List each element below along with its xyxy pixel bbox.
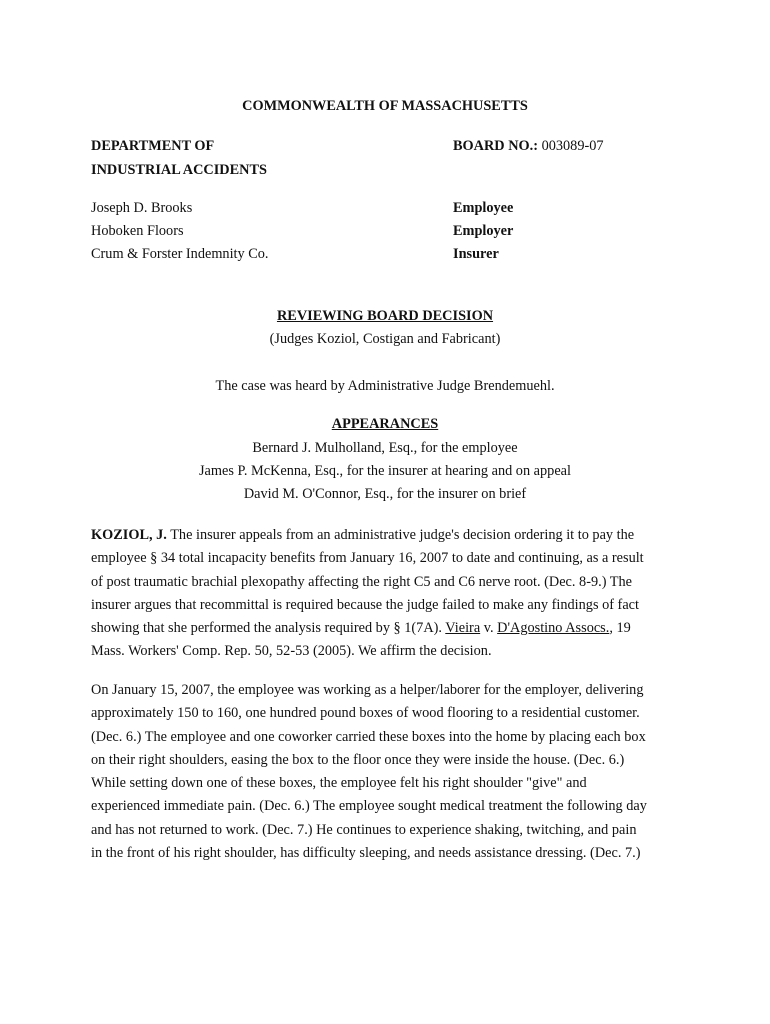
paragraph-line: insurer argues that recommittal is required because the judge failed to make any findings of fact [91, 596, 639, 613]
paragraph-line: Mass. Workers' Comp. Rep. 50, 52-53 (2005). We affirm the decision. [91, 643, 492, 660]
paragraph-line: approximately 150 to 160, one hundred pound boxes of wood flooring to a residential customer. [91, 705, 640, 722]
author-name: KOZIOL, J. [91, 527, 167, 543]
paragraph-line: (Dec. 6.) The employee and one coworker carried these boxes into the home by placing each box [91, 728, 646, 745]
party-role-employee: Employee [453, 200, 514, 216]
paragraph-line: in the front of his right shoulder, has difficulty sleeping, and needs assistance dressing. (Dec. 7.) [91, 845, 641, 862]
paragraph-text: showing that she performed the analysis required by § 1(7A). [91, 620, 446, 637]
appearance-line: Bernard J. Mulholland, Esq., for the employee [252, 440, 518, 456]
paragraph-text: The insurer appeals from an administrative judge's decision ordering it to pay the [166, 527, 635, 543]
department-line-2: INDUSTRIAL ACCIDENTS [91, 162, 267, 178]
party-role-insurer: Insurer [453, 246, 499, 262]
opinion-paragraph-1 [91, 524, 683, 664]
heard-by-statement: The case was heard by Administrative Judge Brendemuehl. [215, 378, 555, 394]
paragraph-line [91, 524, 683, 547]
department-line-1: DEPARTMENT OF [91, 138, 215, 154]
appearance-line: David M. O'Connor, Esq., for the insurer on brief [243, 486, 527, 502]
opinion-paragraph-2 [91, 679, 683, 865]
paragraph-text: v. [480, 620, 498, 637]
decision-title: REVIEWING BOARD DECISION [276, 308, 494, 324]
case-name-vieira: Vieira [445, 620, 481, 637]
party-name-employee: Joseph D. Brooks [91, 200, 193, 216]
paragraph-line: of post traumatic brachial plexopathy affecting the right C5 and C6 nerve root. (Dec. 8-9.) The [91, 573, 632, 590]
board-number-block [453, 138, 604, 155]
paragraph-line: and has not returned to work. (Dec. 7.) He continues to experience shaking, twitching, and pain [91, 821, 637, 838]
case-name-dagostino: D'Agostino Assocs. [497, 620, 610, 637]
decision-judges: (Judges Koziol, Costigan and Fabricant) [269, 331, 501, 347]
paragraph-line: employee § 34 total incapacity benefits from January 16, 2007 to date and continuing, as a result [91, 550, 644, 567]
paragraph-line [91, 617, 683, 640]
paragraph-line: While setting down one of these boxes, the employee felt his right shoulder "give" and [91, 775, 587, 792]
party-name-employer: Hoboken Floors [91, 223, 184, 239]
board-number-value: 003089-07 [541, 138, 604, 154]
party-name-insurer: Crum & Forster Indemnity Co. [91, 246, 269, 262]
paragraph-line: On January 15, 2007, the employee was working as a helper/laborer for the employer, delivering [91, 682, 644, 698]
commonwealth-heading: COMMONWEALTH OF MASSACHUSETTS [242, 98, 528, 114]
paragraph-line: experienced immediate pain. (Dec. 6.) The employee sought medical treatment the following day [91, 798, 647, 815]
paragraph-line: on their right shoulders, easing the box to the floor once they were inside the house. (Dec. 6.) [91, 751, 625, 768]
appearance-line: James P. McKenna, Esq., for the insurer at hearing and on appeal [198, 463, 571, 479]
appearances-heading: APPEARANCES [331, 416, 439, 432]
party-role-employer: Employer [453, 223, 514, 239]
paragraph-text: , 19 [609, 620, 631, 637]
board-number-label: BOARD NO.: [453, 138, 538, 154]
